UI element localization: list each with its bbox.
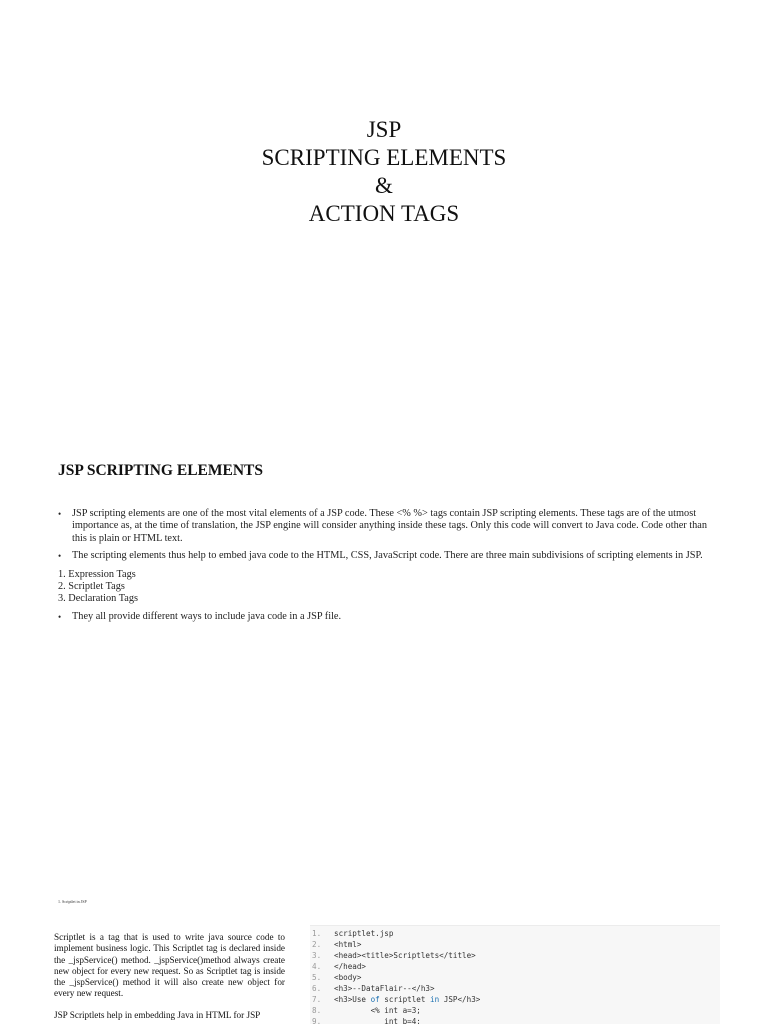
code-line xyxy=(310,939,720,950)
line-number: 8. xyxy=(312,1006,322,1015)
bullet-icon: • xyxy=(58,509,62,519)
list-item xyxy=(58,611,718,623)
numbered-list xyxy=(58,569,718,605)
code-text: int b=4; xyxy=(334,1017,421,1024)
code-line xyxy=(310,994,720,1005)
scripting-elements-list xyxy=(58,508,718,628)
code-keyword: of xyxy=(370,995,380,1004)
line-number: 6. xyxy=(312,984,322,993)
code-text: </head> xyxy=(334,962,367,971)
scriptlet-paragraph-1: Scriptlet is a tag that is used to write java source code to implement business logic. This Scriptlet tag is declared inside the _jspService() method. _jspService()method always create new object for every new request. So as Scriptlet tag is inside the _jspService() method it will also create new object for every new request. xyxy=(54,932,285,999)
line-number: 7. xyxy=(312,995,322,1004)
code-text: <% int a=3; xyxy=(334,1006,421,1015)
code-line xyxy=(310,950,720,961)
code-example xyxy=(310,925,720,1024)
code-line xyxy=(310,983,720,994)
scriptlet-description xyxy=(54,932,285,1024)
bullet-icon: • xyxy=(58,611,62,622)
bullet-icon: • xyxy=(58,551,62,562)
title-line-scripting-elements: SCRIPTING ELEMENTS xyxy=(261,145,507,170)
code-text: <h3>--DataFlair--</h3> xyxy=(334,984,435,993)
code-line xyxy=(310,1005,720,1016)
code-line xyxy=(310,928,720,939)
code-text-part: JSP</h3> xyxy=(439,995,481,1004)
numbered-item-declaration-tags: 3. Declaration Tags xyxy=(58,592,139,604)
code-text-part: <h3>Use xyxy=(334,995,371,1004)
list-item xyxy=(58,508,718,545)
code-text: scriptlet.jsp xyxy=(334,929,394,938)
scriptlet-caption: 1. Scriptlet in JSP xyxy=(58,899,87,904)
bullet-text: The scripting elements thus help to embed java code to the HTML, CSS, JavaScript code. There are three main subdivisions of scripting elements in JSP. xyxy=(72,550,703,562)
title-line-jsp: JSP xyxy=(366,117,402,142)
code-text: <body> xyxy=(334,973,362,982)
line-number: 2. xyxy=(312,940,322,949)
code-text xyxy=(334,994,480,1005)
title-line-action-tags: ACTION TAGS xyxy=(308,201,460,226)
code-text-part: scriptlet xyxy=(379,995,431,1004)
title-line-ampersand: & xyxy=(375,173,393,198)
code-line xyxy=(310,1016,720,1024)
line-number: 9. xyxy=(312,1017,322,1024)
code-line xyxy=(310,961,720,972)
section-heading: JSP SCRIPTING ELEMENTS xyxy=(58,462,263,479)
code-keyword: in xyxy=(430,995,440,1004)
code-line xyxy=(310,972,720,983)
document-title xyxy=(0,116,768,228)
line-number: 4. xyxy=(312,962,322,971)
line-number: 5. xyxy=(312,973,322,982)
numbered-item-scriptlet-tags: 2. Scriptlet Tags xyxy=(58,580,125,592)
code-text: <head><title>Scriptlets</title> xyxy=(334,951,476,960)
line-number: 1. xyxy=(312,929,322,938)
list-item xyxy=(58,550,718,562)
code-text: <html> xyxy=(334,940,362,949)
scriptlet-paragraph-2: JSP Scriptlets help in embedding Java in HTML for JSP xyxy=(54,1009,261,1020)
bullet-text: JSP scripting elements are one of the most vital elements of a JSP code. These <% %> tags contain JSP scripting elements. These tags are of the utmost importance as, at the time of translation, the JSP engine will consider anything inside these tags. Only this code will convert to Java code. Code other than this is plain or HTML text. xyxy=(72,508,708,544)
numbered-item-expression-tags: 1. Expression Tags xyxy=(58,568,136,580)
line-number: 3. xyxy=(312,951,322,960)
bullet-text: They all provide different ways to include java code in a JSP file. xyxy=(72,610,342,622)
